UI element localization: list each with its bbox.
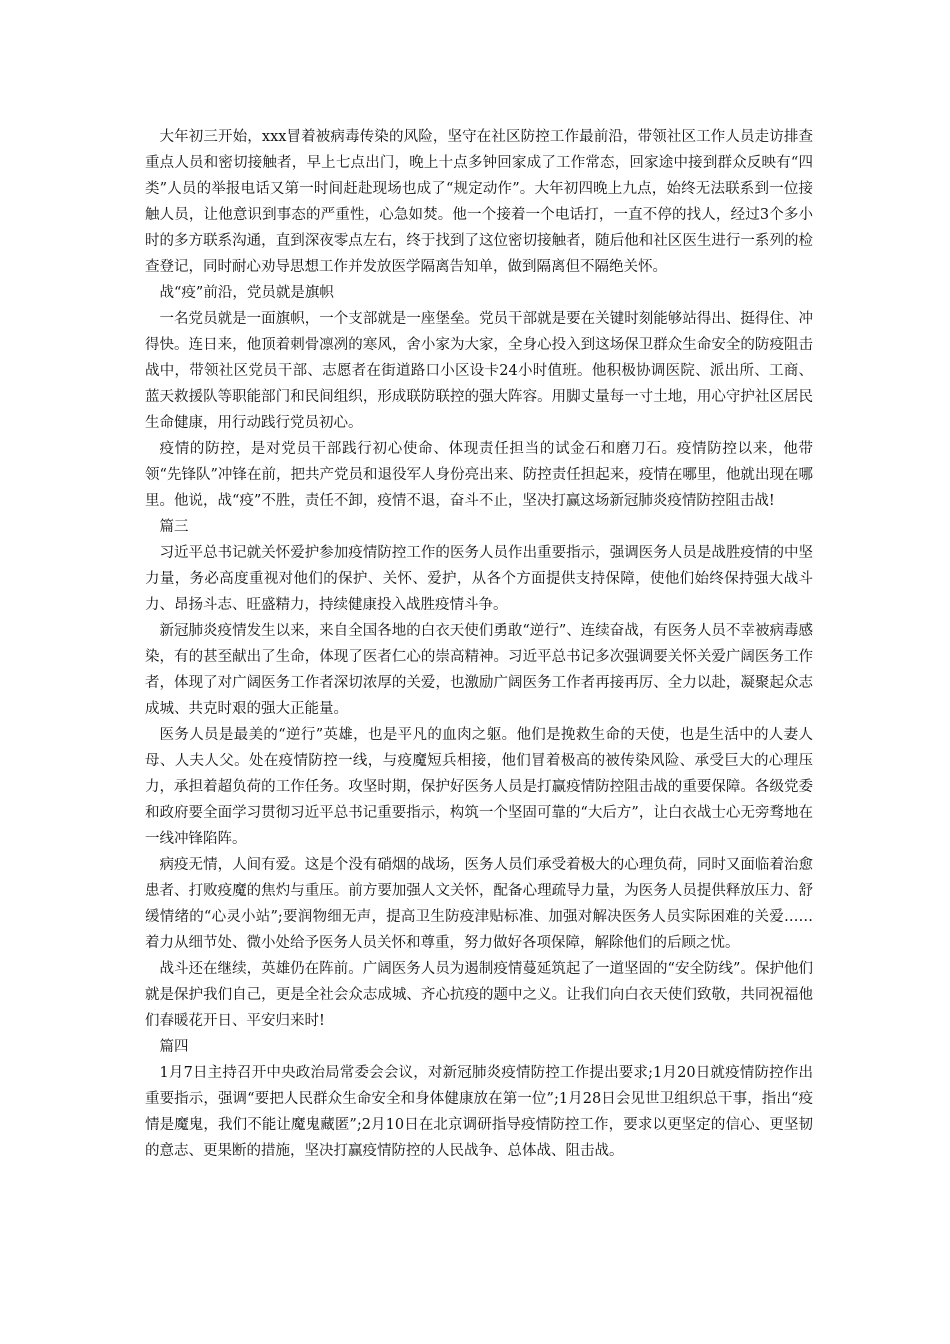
paragraph-3: 疫情的防控，是对党员干部践行初心使命、体现责任担当的试金石和磨刀石。疫情防控以来，他带领“先锋队”冲锋在前，把共产党员和退役军人身份亮出来、防控责任担起来，疫情在哪里，他就出现在哪里。他说，战“疫”不胜，责任不卸，疫情不退，奋斗不止，坚决打赢这场新冠肺炎疫情防控阻击战! <box>145 441 813 509</box>
paragraph-9: 1月7日主持召开中央政治局常委会会议，对新冠肺炎疫情防控工作提出要求;1月20日就疫情防控作出重要指示，强调“要把人民群众生命安全和身体健康放在第一位”;1月28日会见世卫组织总干事，指出“疫情是魔鬼，我们不能让魔鬼藏匿”;2月10日在北京调研指导疫情防控工作，要求以更坚定的信心、更坚韧的意志、更果断的措施，坚决打赢疫情防控的人民战争、总体战、阻击战。 <box>145 1065 813 1159</box>
section-heading-2: 篇三 <box>159 519 189 535</box>
paragraph-8: 战斗还在继续，英雄仍在阵前。广阔医务人员为遏制疫情蔓延筑起了一道坚固的“安全防线”。保护他们就是保护我们自己，更是全社会众志成城、齐心抗疫的题中之义。让我们向白衣天使们致敬，共同祝福他们春暖花开日、平安归来时! <box>145 961 813 1029</box>
paragraph-4: 习近平总书记就关怀爱护参加疫情防控工作的医务人员作出重要指示，强调医务人员是战胜疫情的中坚力量，务必高度重视对他们的保护、关怀、爱护，从各个方面提供支持保障，使他们始终保持强大战斗力、昂扬斗志、旺盛精力，持续健康投入战胜疫情斗争。 <box>145 545 813 613</box>
paragraph-6: 医务人员是最美的“逆行”英雄，也是平凡的血肉之躯。他们是挽救生命的天使，也是生活中的人妻人母、人夫人父。处在疫情防控一线，与疫魔短兵相接，他们冒着极高的被传染风险、承受巨大的心理压力，承担着超负荷的工作任务。攻坚时期，保护好医务人员是打赢疫情防控阻击战的重要保障。各级党委和政府要全面学习贯彻习近平总书记重要指示，构筑一个坚固可靠的“大后方”，让白衣战士心无旁骛地在一线冲锋陷阵。 <box>145 727 813 847</box>
paragraph-7: 病疫无情，人间有爱。这是个没有硝烟的战场，医务人员们承受着极大的心理负荷，同时又面临着治愈患者、打败疫魔的焦灼与重压。前方要加强人文关怀，配备心理疏导力量，为医务人员提供释放压力、舒缓情绪的“心灵小站”;要润物细无声，提高卫生防疫津贴标准、加强对解决医务人员实际困难的关爱……着力从细节处、微小处给予医务人员关怀和尊重，努力做好各项保障，解除他们的后顾之忧。 <box>145 857 813 951</box>
paragraph-1: 大年初三开始，xxx冒着被病毒传染的风险，坚守在社区防控工作最前沿，带领社区工作人员走访排查重点人员和密切接触者，早上七点出门，晚上十点多钟回家成了工作常态，回家途中接到群众反映有“四类”人员的举报电话又第一时间赶赴现场也成了“规定动作”。大年初四晚上九点，始终无法联系到一位接触人员，让他意识到事态的严重性，心急如焚。他一个接着一个电话打，一直不停的找人，经过3个多小时的多方联系沟通，直到深夜零点左右，终于找到了这位密切接触者，随后他和社区医生进行一系列的检查登记，同时耐心劝导思想工作并发放医学隔离告知单，做到隔离但不隔绝关怀。 <box>145 129 813 275</box>
section-heading-3: 篇四 <box>159 1039 189 1055</box>
paragraph-2: 一名党员就是一面旗帜，一个支部就是一座堡垒。党员干部就是要在关键时刻能够站得出、挺得住、冲得快。连日来，他顶着刺骨凛冽的寒风，舍小家为大家，全身心投入到这场保卫群众生命安全的防疫阻击战中，带领社区党员干部、志愿者在街道路口小区设卡24小时值班。他积极协调医院、派出所、工商、蓝天救援队等职能部门和民间组织，形成联防联控的强大阵容。用脚丈量每一寸土地，用心守护社区居民生命健康，用行动践行党员初心。 <box>145 311 813 431</box>
paragraph-5: 新冠肺炎疫情发生以来，来自全国各地的白衣天使们勇敢“逆行”、连续奋战，有医务人员不幸被病毒感染，有的甚至献出了生命，体现了医者仁心的崇高精神。习近平总书记多次强调要关怀关爱广阔医务工作者，体现了对广阔医务工作者深切浓厚的关爱，也激励广阔医务工作者再接再厉、全力以赴，凝聚起众志成城、共克时艰的强大正能量。 <box>145 623 813 717</box>
section-heading-1: 战“疫”前沿，党员就是旗帜 <box>159 285 334 301</box>
document-body <box>145 124 813 1164</box>
